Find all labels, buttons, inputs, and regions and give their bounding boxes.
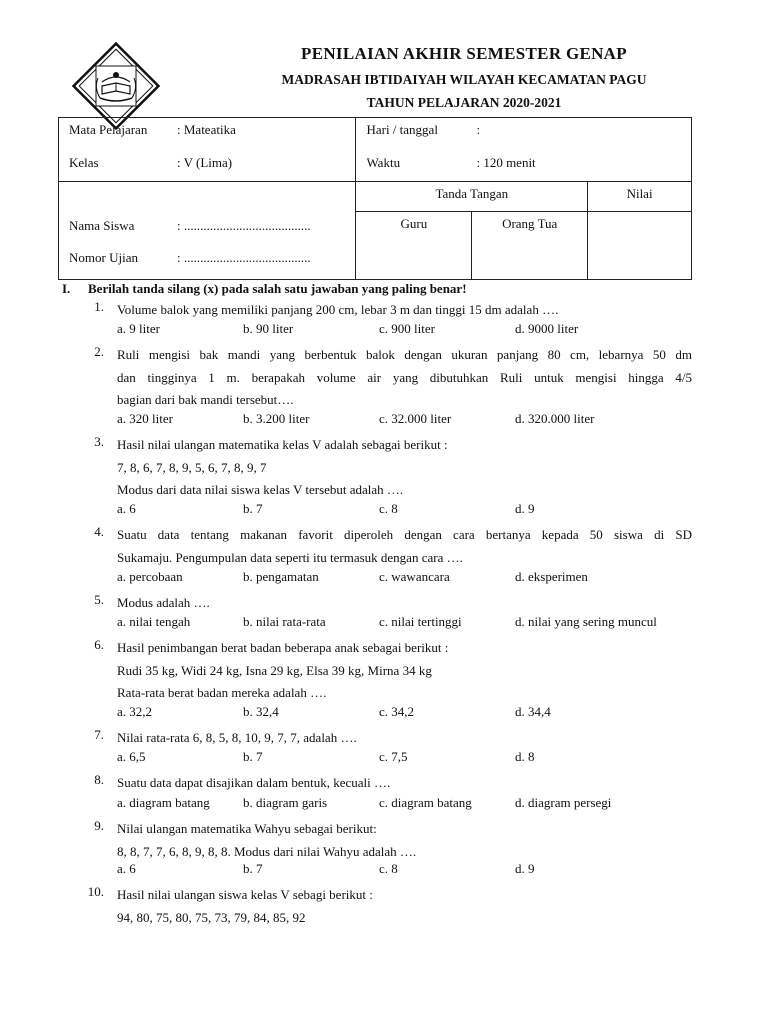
class-value: : V (Lima) (177, 155, 233, 170)
question-text (117, 727, 692, 750)
section-instruction: Berilah tanda silang (x) pada salah satu jawaban yang paling benar! (88, 281, 467, 296)
time-label: Waktu (366, 155, 401, 170)
answer-option-d[interactable]: d. nilai yang sering muncul (515, 614, 657, 629)
answer-option-c[interactable]: c. 8 (379, 861, 398, 876)
question-line: Suatu data tentang makanan favorit diperoleh dengan cara bertanya kepada 50 siswa di SD (117, 527, 692, 542)
answer-option-d[interactable]: d. 320.000 liter (515, 411, 595, 426)
question-text (117, 344, 692, 412)
answer-option-c[interactable]: c. diagram batang (379, 795, 472, 810)
question-text (117, 524, 692, 569)
day-value: : (476, 122, 481, 137)
answer-option-d[interactable]: d. eksperimen (515, 569, 588, 584)
answer-option-c[interactable]: c. 34,2 (379, 704, 415, 719)
score-header: Nilai (626, 186, 653, 201)
question-line: Hasil nilai ulangan siswa kelas V sebagi berikut : (117, 887, 373, 902)
question-line: Rata-rata berat badan mereka adalah …. (117, 685, 327, 700)
class-label: Kelas (69, 155, 99, 170)
answer-option-a[interactable]: a. 6 (117, 861, 136, 876)
question-text (117, 818, 692, 863)
answer-option-a[interactable]: a. nilai tengah (117, 614, 191, 629)
question-text (117, 772, 692, 795)
answer-option-a[interactable]: a. 6,5 (117, 749, 146, 764)
answer-option-c[interactable]: c. 7,5 (379, 749, 408, 764)
answer-option-b[interactable]: b. 32,4 (243, 704, 279, 719)
answer-option-a[interactable]: a. percobaan (117, 569, 183, 584)
question-line: Hasil nilai ulangan matematika kelas V adalah sebagai berikut : (117, 437, 448, 452)
answer-option-b[interactable]: b. nilai rata-rata (243, 614, 326, 629)
section-number: I. (62, 281, 71, 296)
subject-value: : Mateatika (177, 122, 236, 137)
exam-title: PENILAIAN AKHIR SEMESTER GENAP (301, 44, 627, 63)
question-line: Hasil penimbangan berat badan beberapa anak sebagai berikut : (117, 640, 449, 655)
question-line: Modus dari data nilai siswa kelas V tersebut adalah …. (117, 482, 404, 497)
day-label: Hari / tanggal (366, 122, 438, 137)
question-line: Sukamaju. Pengumpulan data seperti itu termasuk dengan cara …. (117, 549, 463, 565)
question-line: Ruli mengisi bak mandi yang berbentuk balok dengan ukuran panjang 80 cm, lebarnya 50 dm (117, 347, 692, 362)
question-line: 7, 8, 6, 7, 8, 9, 5, 6, 7, 8, 9, 7 (117, 459, 267, 475)
answer-option-a[interactable]: a. diagram batang (117, 795, 210, 810)
answer-option-b[interactable]: b. 7 (243, 749, 263, 764)
answer-option-c[interactable]: c. 8 (379, 501, 398, 516)
time-value: : 120 menit (476, 155, 536, 170)
answer-option-d[interactable]: d. diagram persegi (515, 795, 612, 810)
academic-year: TAHUN PELAJARAN 2020-2021 (366, 95, 562, 110)
teacher-signature-label: Guru (400, 216, 428, 232)
answer-option-b[interactable]: b. pengamatan (243, 569, 319, 584)
question-number: 2. (94, 344, 104, 359)
name-value: : ....................................... (177, 218, 311, 233)
question-text (117, 884, 692, 929)
answer-option-b[interactable]: b. diagram garis (243, 795, 328, 810)
score-box (588, 212, 692, 280)
answer-option-a[interactable]: a. 320 liter (117, 411, 173, 426)
exam-number-label: Nomor Ujian (69, 250, 138, 265)
question-number: 1. (94, 299, 104, 314)
school-name: MADRASAH IBTIDAIYAH WILAYAH KECAMATAN PAGU (281, 72, 647, 87)
student-info-table (58, 117, 692, 280)
question-text (117, 637, 692, 705)
answer-option-d[interactable]: d. 9 (515, 861, 535, 876)
question-line: Volume balok yang memiliki panjang 200 cm, lebar 3 m dan tinggi 15 dm adalah …. (117, 302, 559, 317)
question-number: 4. (94, 524, 104, 539)
question-line: 94, 80, 75, 80, 75, 73, 79, 84, 85, 92 (117, 909, 306, 925)
question-number: 8. (94, 772, 104, 787)
parent-signature-label: Orang Tua (502, 216, 558, 232)
subject-label: Mata Pelajaran (69, 122, 148, 137)
exam-number-value: : ....................................... (177, 250, 311, 265)
answer-option-d[interactable]: d. 9000 liter (515, 321, 579, 336)
name-label: Nama Siswa (69, 218, 135, 233)
answer-option-a[interactable]: a. 9 liter (117, 321, 160, 336)
question-number: 5. (94, 592, 104, 607)
question-text (117, 299, 692, 322)
answer-option-d[interactable]: d. 34,4 (515, 704, 551, 719)
question-text (117, 434, 692, 502)
question-text (117, 592, 692, 615)
question-line: 8, 8, 7, 7, 6, 8, 9, 8, 8. Modus dari nilai Wahyu adalah …. (117, 843, 417, 859)
answer-option-b[interactable]: b. 7 (243, 501, 263, 516)
answer-option-b[interactable]: b. 3.200 liter (243, 411, 310, 426)
answer-option-d[interactable]: d. 8 (515, 749, 535, 764)
question-line: Nilai rata-rata 6, 8, 5, 8, 10, 9, 7, 7, adalah …. (117, 730, 357, 745)
answer-option-b[interactable]: b. 90 liter (243, 321, 294, 336)
question-line: bagian dari bak mandi tersebut…. (117, 392, 294, 407)
question-line: Modus adalah …. (117, 595, 210, 610)
answer-option-a[interactable]: a. 32,2 (117, 704, 153, 719)
answer-option-c[interactable]: c. nilai tertinggi (379, 614, 462, 629)
question-number: 6. (94, 637, 104, 652)
question-line: Rudi 35 kg, Widi 24 kg, Isna 29 kg, Elsa 39 kg, Mirna 34 kg (117, 662, 432, 678)
question-line: Nilai ulangan matematika Wahyu sebagai berikut: (117, 821, 377, 836)
answer-option-d[interactable]: d. 9 (515, 501, 535, 516)
question-number: 9. (94, 818, 104, 833)
question-number: 3. (94, 434, 104, 449)
answer-option-a[interactable]: a. 6 (117, 501, 136, 516)
answer-option-c[interactable]: c. 900 liter (379, 321, 435, 336)
question-line: Suatu data dapat disajikan dalam bentuk, kecuali …. (117, 775, 391, 790)
answer-option-c[interactable]: c. wawancara (379, 569, 450, 584)
question-number: 7. (94, 727, 104, 742)
answer-option-b[interactable]: b. 7 (243, 861, 263, 876)
question-line: dan tingginya 1 m. berapakah volume air yang dibutuhkan Ruli untuk mengisi hingga 4/5 (117, 369, 692, 385)
answer-option-c[interactable]: c. 32.000 liter (379, 411, 452, 426)
question-number: 10. (87, 884, 104, 899)
signature-header: Tanda Tangan (435, 186, 509, 201)
